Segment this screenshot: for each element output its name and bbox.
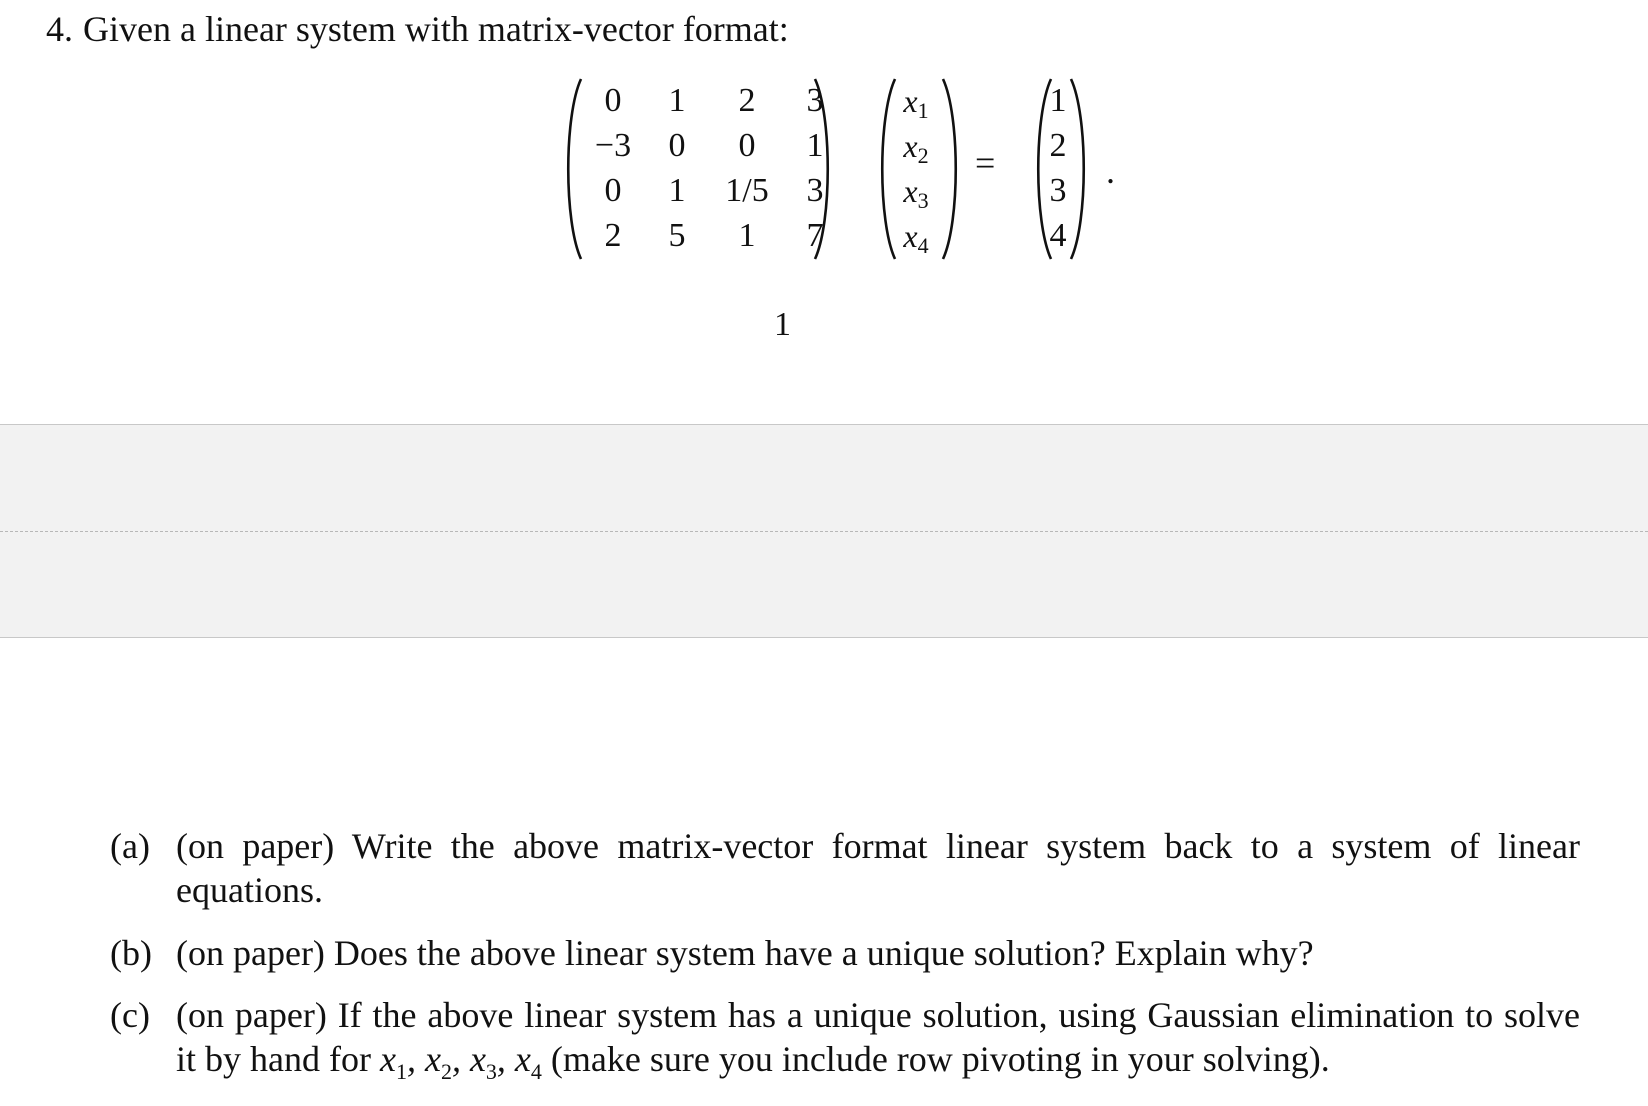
matrix-cell: 0 — [738, 127, 756, 164]
part-c-text-before: (on paper) If the above linear system has a unique solution, using Gaussian elimination to solve it by hand for — [176, 995, 1580, 1079]
equals-sign: = — [975, 143, 996, 183]
part-b-label: (b) — [110, 933, 152, 973]
unknown-x4: $x_4$ — [903, 218, 929, 258]
matrix-cell: 5 — [668, 217, 686, 254]
matrix-cell: 1 — [668, 82, 686, 119]
matrix-equation — [0, 0, 1648, 270]
matrix-cell: 1/5 — [725, 172, 769, 209]
rhs-cell: 4 — [1049, 217, 1067, 254]
part-c-label: (c) — [110, 995, 150, 1035]
matrix-cell: 2 — [604, 217, 622, 254]
part-c-text-after: (make sure you include row pivoting in your solving). — [541, 1039, 1330, 1079]
part-c-text — [176, 993, 1580, 1094]
part-c — [110, 993, 1580, 1094]
part-b — [110, 931, 1580, 975]
rhs-cell: 3 — [1049, 172, 1067, 209]
unknown-x3: $x_3$ — [903, 173, 929, 213]
equation-period: . — [1106, 151, 1115, 191]
part-a — [110, 824, 1580, 912]
matrix-cell: 2 — [738, 82, 756, 119]
page-break-gap — [0, 424, 1648, 638]
part-b-text: (on paper) Does the above linear system have a unique solution? Explain why? — [176, 933, 1314, 973]
matrix-cell: 7 — [806, 217, 824, 254]
matrix-cell: 0 — [604, 172, 622, 209]
problem-intro: Given a linear system with matrix-vector format: — [83, 9, 789, 49]
page-number: 1 — [774, 306, 791, 343]
page-break-dashed-line — [0, 531, 1648, 532]
matrix-cell: 1 — [668, 172, 686, 209]
matrix-cell: 3 — [806, 82, 824, 119]
matrix-cell: 3 — [806, 172, 824, 209]
matrix-cell: 1 — [806, 127, 824, 164]
matrix-cell: 0 — [604, 82, 622, 119]
part-a-text: (on paper) Write the above matrix-vector format linear system back to a system of linear equations. — [176, 826, 1580, 910]
part-a-label: (a) — [110, 826, 150, 866]
unknown-x2: $x_2$ — [903, 128, 929, 168]
rhs-cell: 1 — [1049, 82, 1067, 119]
matrix-cell: 1 — [738, 217, 756, 254]
part-c-variables: $x_1$, $x_2$, $x_3$, $x_4$ — [379, 1039, 542, 1085]
matrix-cell: 0 — [668, 127, 686, 164]
rhs-cell: 2 — [1049, 127, 1067, 164]
unknown-x1: $x_1$ — [903, 83, 929, 123]
matrix-cell: −3 — [594, 127, 632, 164]
problem-number: 4. — [46, 9, 73, 49]
